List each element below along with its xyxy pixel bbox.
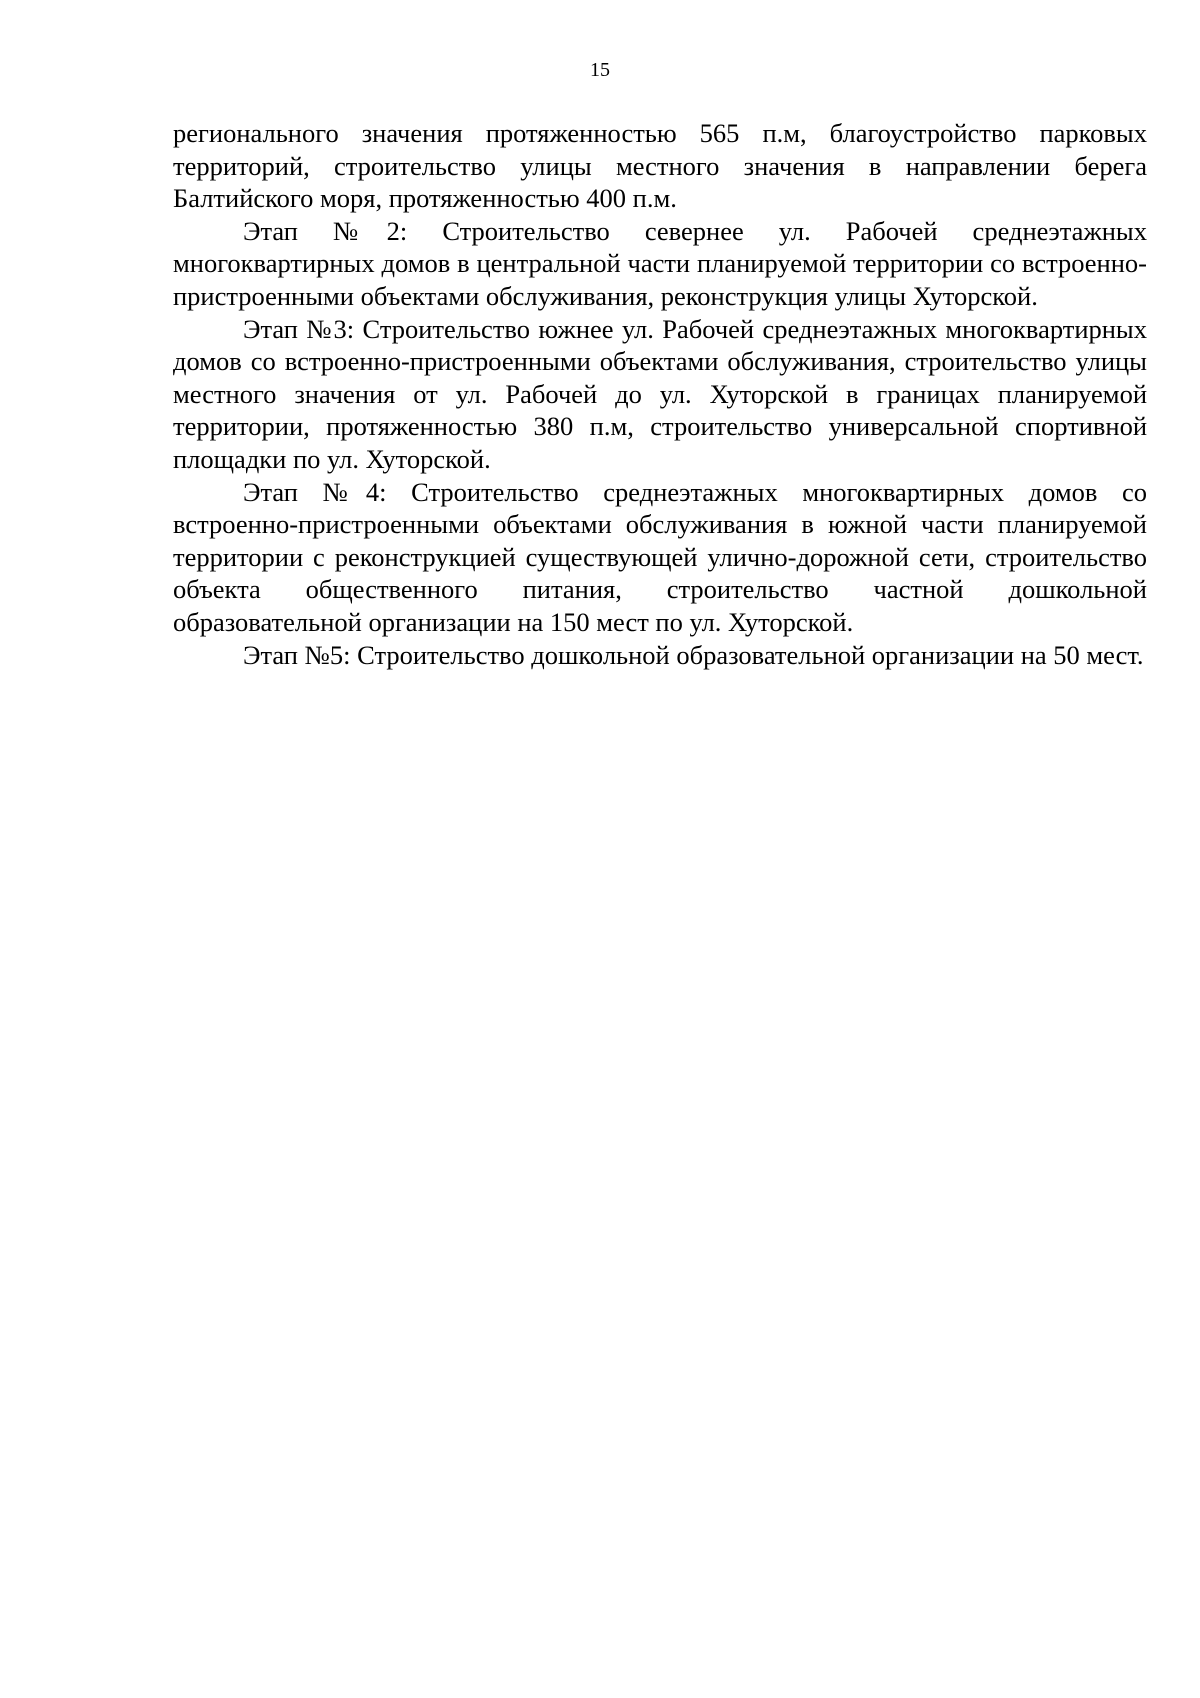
paragraph-stage-5: Этап №5: Строительство дошкольной образовательной организации на 50 мест. [243, 639, 1144, 670]
paragraph-stage-3: Этап №3: Строительство южнее ул. Рабочей среднеэтажных многоквартирных домов со встроенно-пристроенными объектами обслуживания, строительство улицы местного значения от ул. Рабочей до ул. Хуторской в границах планируемой территории, протяженностью 380 п.м, строительство универсальной спортивной площадки по ул. Хуторской. [173, 313, 1147, 474]
page-number: 15 [590, 59, 610, 81]
paragraph-continuation: регионального значения протяженностью 565 п.м, благоустройство парковых территорий, строительство улицы местного значения в направлении берега Балтийского моря, протяженностью 400 п.м. [173, 118, 1147, 214]
document-body [173, 117, 1147, 671]
paragraph-stage-2: Этап №2: Строительство севернее ул. Рабочей среднеэтажных многоквартирных домов в центральной части планируемой территории со встроенно-пристроенными объектами обслуживания, реконструкция улицы Хуторской. [173, 215, 1147, 311]
paragraph-stage-4: Этап №4: Строительство среднеэтажных многоквартирных домов со встроенно-пристроенными объектами обслуживания в южной части планируемой территории с реконструкцией существующей улично-дорожной сети, строительство объекта общественного питания, строительство частной дошкольной образовательной организации на 150 мест по ул. Хуторской. [173, 476, 1147, 637]
